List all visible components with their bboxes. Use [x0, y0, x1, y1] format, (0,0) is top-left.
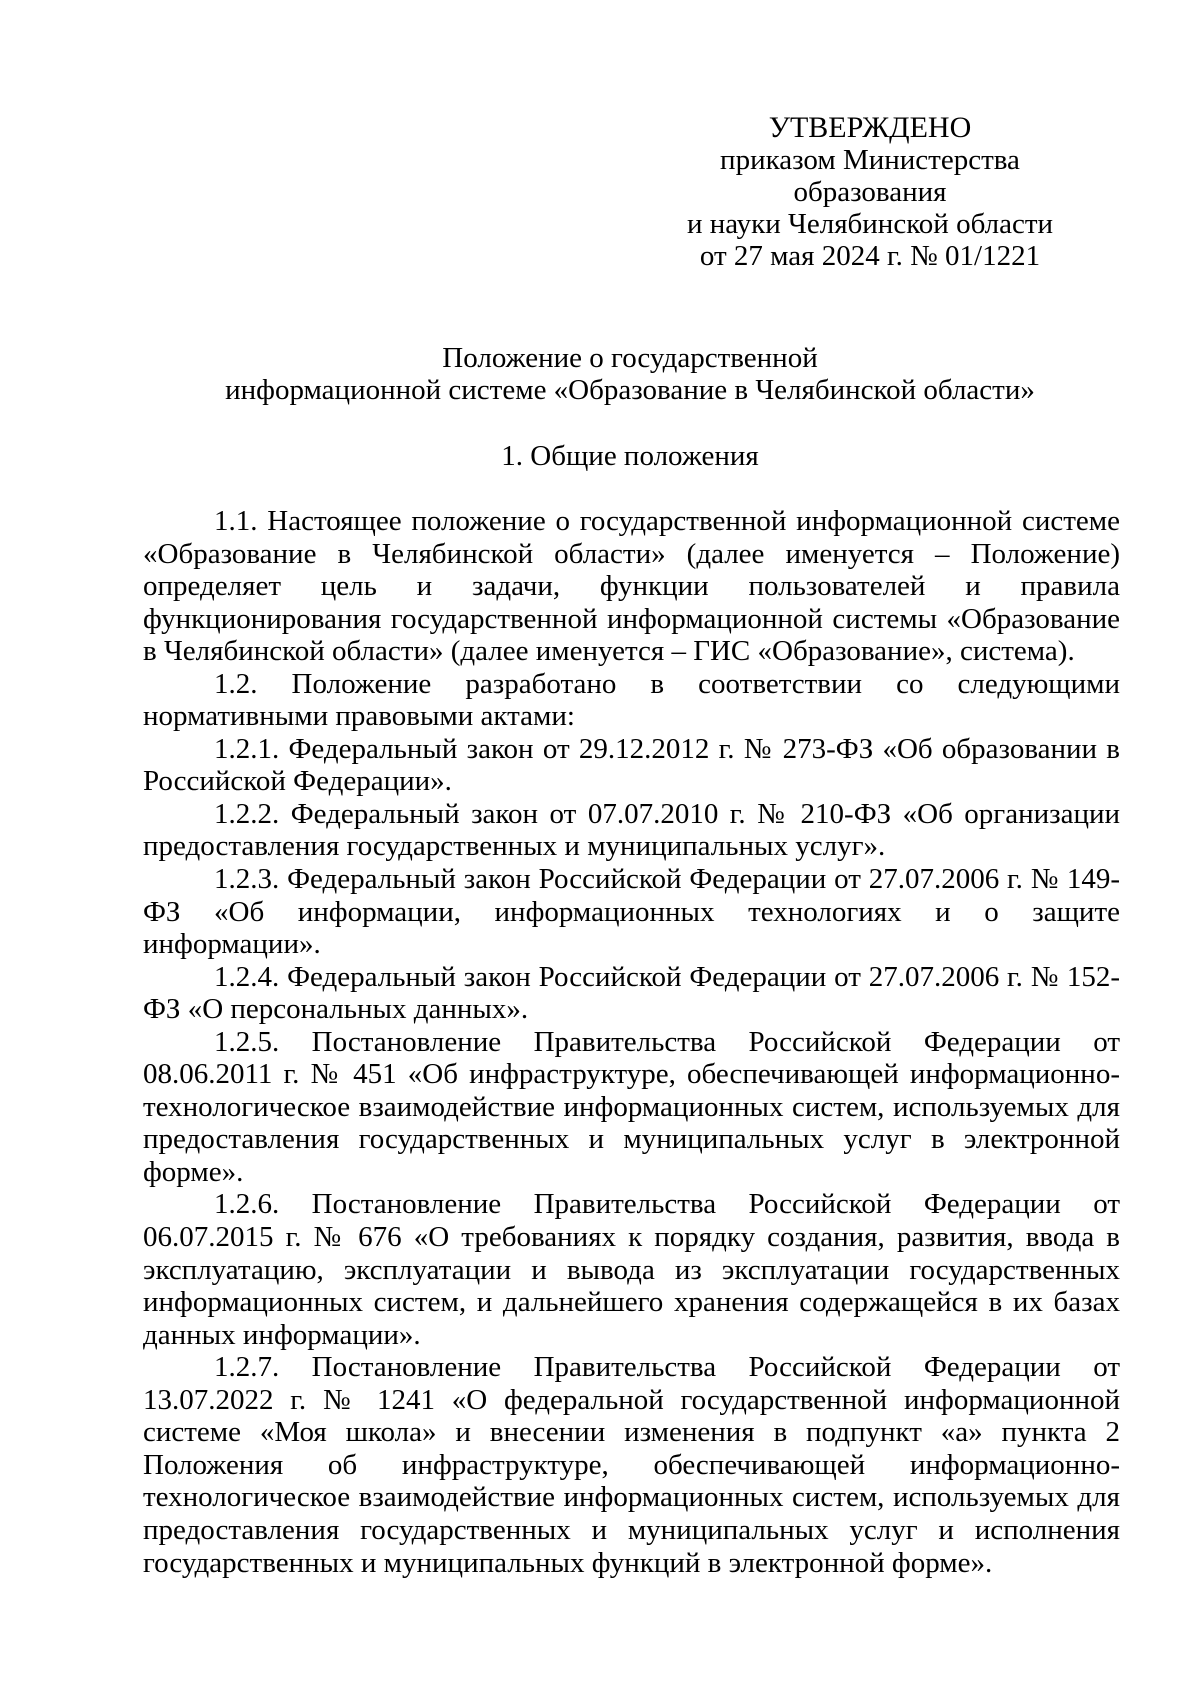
paragraph-1-2-1: 1.2.1. Федеральный закон от 29.12.2012 г. № 273-ФЗ «Об образовании в Российской Федерации».	[143, 732, 1120, 798]
paragraph-1-2-7: 1.2.7. Постановление Правительства Российской Федерации от 13.07.2022 г. № 1241 «О федеральной государственной информационной системе «Моя школа» и внесении изменения в подпункт «а» пункта 2 Положения об инфраструктуре, обеспечивающей информационно-технологическое взаимодействие информационных систем, используемых для предоставления государственных и муниципальных услуг и исполнения государственных и муниципальных функций в электронной форме».	[143, 1351, 1120, 1579]
document-title-line-2: информационной системе «Образование в Челябинской области»	[225, 374, 1035, 406]
approval-line-3: и науки Челябинской области	[686, 208, 1054, 240]
paragraph-1-1: 1.1. Настоящее положение о государственной информационной системе «Образование в Челябинской области» (далее именуется – Положение) определяет цель и задачи, функции пользователей и правила функционирования государственной информационной системы «Образование в Челябинской области» (далее именуется – ГИС «Образование», система).	[143, 505, 1120, 668]
paragraph-1-2-5: 1.2.5. Постановление Правительства Российской Федерации от 08.06.2011 г. № 451 «Об инфраструктуре, обеспечивающей информационно-технологическое взаимодействие информационных систем, используемых для предоставления государственных и муниципальных услуг в электронной форме».	[143, 1025, 1120, 1188]
approval-line-1: приказом Министерства	[720, 144, 1020, 176]
paragraph-1-2-2: 1.2.2. Федеральный закон от 07.07.2010 г. № 210-ФЗ «Об организации предоставления государственных и муниципальных услуг».	[143, 797, 1120, 863]
paragraph-1-2: 1.2. Положение разработано в соответствии со следующими нормативными правовыми актами:	[143, 667, 1120, 733]
paragraph-1-2-3: 1.2.3. Федеральный закон Российской Федерации от 27.07.2006 г. № 149-ФЗ «Об информации, информационных технологиях и о защите информации».	[143, 863, 1120, 961]
document-body	[143, 505, 1120, 1579]
approval-stamp-title: УТВЕРЖДЕНО	[768, 111, 972, 144]
approval-block	[650, 112, 1090, 272]
approval-line-4: от 27 мая 2024 г. № 01/1221	[699, 240, 1041, 272]
paragraph-1-2-6: 1.2.6. Постановление Правительства Российской Федерации от 06.07.2015 г. № 676 «О требованиях к порядку создания, развития, ввода в эксплуатацию, эксплуатации и вывода из эксплуатации государственных информационных систем, и дальнейшего хранения содержащейся в их базах данных информации».	[143, 1188, 1120, 1351]
paragraph-1-2-4: 1.2.4. Федеральный закон Российской Федерации от 27.07.2006 г. № 152-ФЗ «О персональных данных».	[143, 960, 1120, 1026]
section-heading: 1. Общие положения	[501, 440, 759, 472]
document-title-line-1: Положение о государственной	[442, 342, 818, 374]
document-title	[140, 342, 1120, 406]
approval-line-2: образования	[793, 176, 947, 208]
